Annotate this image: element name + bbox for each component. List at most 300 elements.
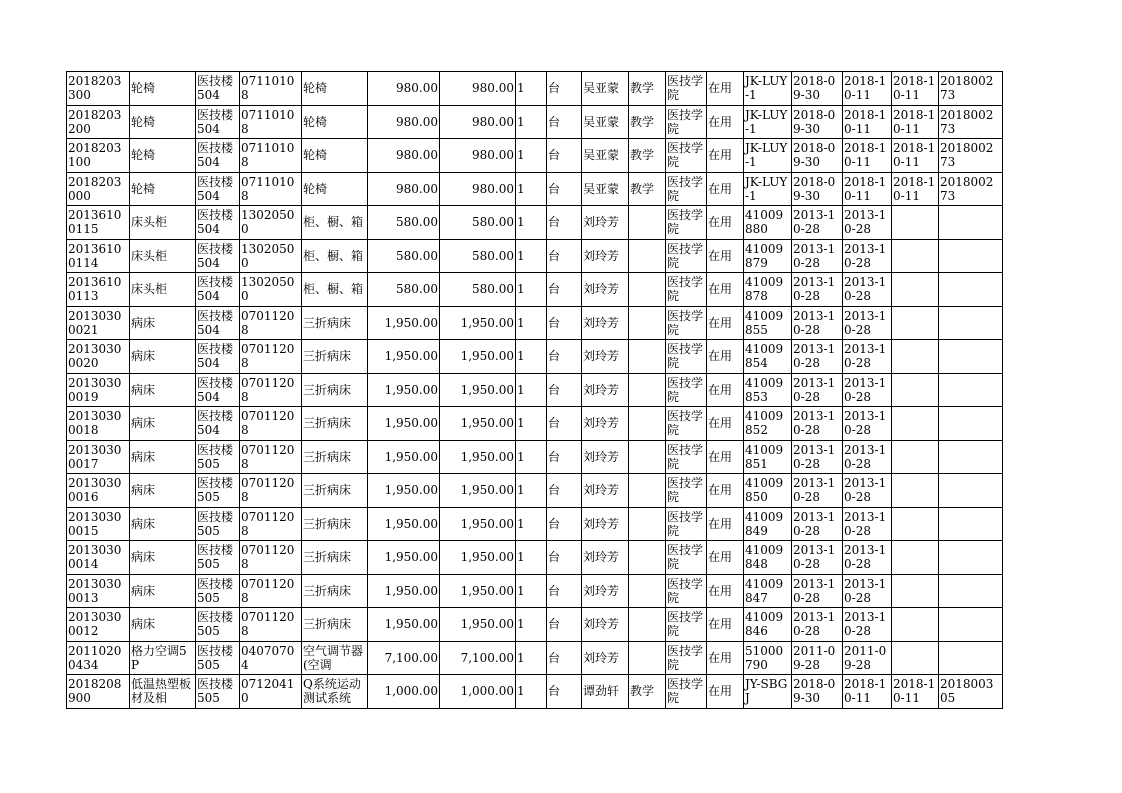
cell-accounting-date bbox=[892, 273, 939, 307]
cell-department: 医技学院 bbox=[666, 507, 707, 541]
cell-voucher-no bbox=[939, 641, 1003, 675]
cell-entry-date: 2018-10-11 bbox=[843, 675, 892, 709]
cell-amount: 1,950.00 bbox=[440, 574, 516, 608]
cell-accounting-date bbox=[892, 340, 939, 374]
cell-amount: 1,950.00 bbox=[440, 407, 516, 441]
cell-quantity: 1 bbox=[516, 239, 547, 273]
cell-asset-name: 床头柜 bbox=[130, 239, 196, 273]
cell-unit-price: 1,950.00 bbox=[368, 373, 440, 407]
cell-asset-name: 床头柜 bbox=[130, 206, 196, 240]
cell-purchase-date: 2013-10-28 bbox=[792, 574, 843, 608]
cell-asset-id: 20130300014 bbox=[67, 541, 130, 575]
cell-department: 医技学院 bbox=[666, 239, 707, 273]
cell-unit: 台 bbox=[547, 675, 582, 709]
cell-amount: 1,950.00 bbox=[440, 373, 516, 407]
cell-quantity: 1 bbox=[516, 340, 547, 374]
cell-category-name: 三折病床 bbox=[302, 541, 368, 575]
cell-department: 医技学院 bbox=[666, 172, 707, 206]
cell-unit-price: 1,950.00 bbox=[368, 574, 440, 608]
cell-asset-id: 20130300019 bbox=[67, 373, 130, 407]
cell-purchase-date: 2013-10-28 bbox=[792, 407, 843, 441]
cell-amount: 580.00 bbox=[440, 273, 516, 307]
cell-unit: 台 bbox=[547, 306, 582, 340]
cell-asset-id: 20130300021 bbox=[67, 306, 130, 340]
table-row bbox=[67, 641, 1003, 675]
cell-category-name: 轮椅 bbox=[302, 72, 368, 106]
cell-status: 在用 bbox=[707, 172, 744, 206]
cell-status: 在用 bbox=[707, 608, 744, 642]
cell-custodian: 吴亚蒙 bbox=[582, 139, 629, 173]
table-row bbox=[67, 541, 1003, 575]
cell-custodian: 刘玲芳 bbox=[582, 474, 629, 508]
cell-location: 医技楼504 bbox=[196, 105, 240, 139]
cell-amount: 980.00 bbox=[440, 72, 516, 106]
cell-entry-date: 2013-10-28 bbox=[843, 541, 892, 575]
cell-department: 医技学院 bbox=[666, 373, 707, 407]
cell-usage: 教学 bbox=[629, 105, 666, 139]
cell-category-name: 三折病床 bbox=[302, 373, 368, 407]
cell-status: 在用 bbox=[707, 541, 744, 575]
cell-purchase-date: 2013-10-28 bbox=[792, 474, 843, 508]
cell-asset-name: 病床 bbox=[130, 306, 196, 340]
cell-entry-date: 2018-10-11 bbox=[843, 105, 892, 139]
cell-quantity: 1 bbox=[516, 306, 547, 340]
cell-asset-id: 20136100113 bbox=[67, 273, 130, 307]
cell-location: 医技楼505 bbox=[196, 608, 240, 642]
cell-custodian: 谭劲轩 bbox=[582, 675, 629, 709]
cell-unit: 台 bbox=[547, 139, 582, 173]
cell-location: 医技楼505 bbox=[196, 474, 240, 508]
cell-status: 在用 bbox=[707, 641, 744, 675]
cell-entry-date: 2013-10-28 bbox=[843, 507, 892, 541]
cell-category-name: 三折病床 bbox=[302, 574, 368, 608]
cell-usage bbox=[629, 407, 666, 441]
cell-model: 41009879 bbox=[744, 239, 792, 273]
cell-unit-price: 7,100.00 bbox=[368, 641, 440, 675]
cell-quantity: 1 bbox=[516, 139, 547, 173]
cell-accounting-date: 2018-10-11 bbox=[892, 139, 939, 173]
table-row bbox=[67, 474, 1003, 508]
cell-unit-price: 1,000.00 bbox=[368, 675, 440, 709]
cell-unit: 台 bbox=[547, 340, 582, 374]
cell-purchase-date: 2011-09-28 bbox=[792, 641, 843, 675]
cell-amount: 580.00 bbox=[440, 206, 516, 240]
cell-unit: 台 bbox=[547, 273, 582, 307]
cell-category-code: 07120410 bbox=[240, 675, 302, 709]
cell-asset-id: 20130300016 bbox=[67, 474, 130, 508]
cell-voucher-no bbox=[939, 541, 1003, 575]
cell-department: 医技学院 bbox=[666, 306, 707, 340]
cell-unit-price: 980.00 bbox=[368, 105, 440, 139]
cell-department: 医技学院 bbox=[666, 72, 707, 106]
cell-amount: 1,950.00 bbox=[440, 340, 516, 374]
cell-entry-date: 2018-10-11 bbox=[843, 139, 892, 173]
cell-usage: 教学 bbox=[629, 139, 666, 173]
cell-location: 医技楼504 bbox=[196, 239, 240, 273]
cell-status: 在用 bbox=[707, 474, 744, 508]
cell-voucher-no bbox=[939, 306, 1003, 340]
cell-category-code: 07110108 bbox=[240, 139, 302, 173]
cell-custodian: 刘玲芳 bbox=[582, 206, 629, 240]
cell-unit: 台 bbox=[547, 105, 582, 139]
cell-purchase-date: 2013-10-28 bbox=[792, 273, 843, 307]
cell-voucher-no bbox=[939, 373, 1003, 407]
cell-location: 医技楼504 bbox=[196, 72, 240, 106]
cell-status: 在用 bbox=[707, 206, 744, 240]
cell-custodian: 刘玲芳 bbox=[582, 608, 629, 642]
cell-model: 41009851 bbox=[744, 440, 792, 474]
cell-custodian: 刘玲芳 bbox=[582, 407, 629, 441]
cell-asset-name: 格力空调5P bbox=[130, 641, 196, 675]
cell-model: 41009850 bbox=[744, 474, 792, 508]
cell-category-code: 04070704 bbox=[240, 641, 302, 675]
cell-department: 医技学院 bbox=[666, 407, 707, 441]
cell-voucher-no bbox=[939, 507, 1003, 541]
cell-amount: 1,000.00 bbox=[440, 675, 516, 709]
cell-amount: 1,950.00 bbox=[440, 474, 516, 508]
cell-entry-date: 2013-10-28 bbox=[843, 373, 892, 407]
cell-amount: 1,950.00 bbox=[440, 306, 516, 340]
cell-unit-price: 1,950.00 bbox=[368, 407, 440, 441]
cell-entry-date: 2013-10-28 bbox=[843, 608, 892, 642]
cell-location: 医技楼504 bbox=[196, 373, 240, 407]
cell-asset-name: 轮椅 bbox=[130, 139, 196, 173]
cell-unit: 台 bbox=[547, 507, 582, 541]
cell-purchase-date: 2013-10-28 bbox=[792, 373, 843, 407]
cell-asset-name: 轮椅 bbox=[130, 105, 196, 139]
cell-department: 医技学院 bbox=[666, 574, 707, 608]
cell-status: 在用 bbox=[707, 373, 744, 407]
cell-voucher-no: 201800273 bbox=[939, 105, 1003, 139]
cell-custodian: 吴亚蒙 bbox=[582, 105, 629, 139]
cell-model: JK-LUY-1 bbox=[744, 172, 792, 206]
cell-department: 医技学院 bbox=[666, 474, 707, 508]
cell-custodian: 吴亚蒙 bbox=[582, 72, 629, 106]
table-row bbox=[67, 172, 1003, 206]
cell-purchase-date: 2018-09-30 bbox=[792, 675, 843, 709]
cell-usage bbox=[629, 608, 666, 642]
cell-location: 医技楼505 bbox=[196, 440, 240, 474]
cell-entry-date: 2013-10-28 bbox=[843, 306, 892, 340]
cell-asset-id: 2018203200 bbox=[67, 105, 130, 139]
cell-unit-price: 580.00 bbox=[368, 206, 440, 240]
cell-amount: 980.00 bbox=[440, 105, 516, 139]
cell-category-code: 07011208 bbox=[240, 507, 302, 541]
table-row bbox=[67, 273, 1003, 307]
cell-model: 41009852 bbox=[744, 407, 792, 441]
cell-usage bbox=[629, 507, 666, 541]
cell-category-code: 07011208 bbox=[240, 373, 302, 407]
cell-location: 医技楼504 bbox=[196, 273, 240, 307]
cell-location: 医技楼504 bbox=[196, 206, 240, 240]
cell-purchase-date: 2013-10-28 bbox=[792, 440, 843, 474]
cell-usage bbox=[629, 641, 666, 675]
cell-asset-id: 20136100115 bbox=[67, 206, 130, 240]
table-row bbox=[67, 608, 1003, 642]
cell-unit: 台 bbox=[547, 608, 582, 642]
cell-accounting-date bbox=[892, 373, 939, 407]
cell-unit-price: 1,950.00 bbox=[368, 306, 440, 340]
cell-status: 在用 bbox=[707, 407, 744, 441]
cell-accounting-date: 2018-10-11 bbox=[892, 72, 939, 106]
cell-unit-price: 1,950.00 bbox=[368, 541, 440, 575]
cell-unit-price: 980.00 bbox=[368, 139, 440, 173]
cell-asset-id: 2018203000 bbox=[67, 172, 130, 206]
cell-quantity: 1 bbox=[516, 172, 547, 206]
cell-amount: 1,950.00 bbox=[440, 608, 516, 642]
cell-model: 41009848 bbox=[744, 541, 792, 575]
cell-custodian: 刘玲芳 bbox=[582, 507, 629, 541]
cell-usage bbox=[629, 206, 666, 240]
table-row bbox=[67, 373, 1003, 407]
cell-unit: 台 bbox=[547, 407, 582, 441]
cell-purchase-date: 2013-10-28 bbox=[792, 541, 843, 575]
table-row bbox=[67, 72, 1003, 106]
cell-status: 在用 bbox=[707, 507, 744, 541]
cell-asset-name: 病床 bbox=[130, 608, 196, 642]
cell-purchase-date: 2013-10-28 bbox=[792, 507, 843, 541]
cell-status: 在用 bbox=[707, 139, 744, 173]
cell-location: 医技楼505 bbox=[196, 574, 240, 608]
cell-amount: 1,950.00 bbox=[440, 440, 516, 474]
cell-accounting-date bbox=[892, 306, 939, 340]
cell-entry-date: 2013-10-28 bbox=[843, 474, 892, 508]
table-row bbox=[67, 206, 1003, 240]
cell-quantity: 1 bbox=[516, 440, 547, 474]
cell-department: 医技学院 bbox=[666, 440, 707, 474]
cell-entry-date: 2013-10-28 bbox=[843, 340, 892, 374]
cell-accounting-date: 2018-10-11 bbox=[892, 172, 939, 206]
cell-accounting-date bbox=[892, 239, 939, 273]
cell-voucher-no bbox=[939, 574, 1003, 608]
cell-location: 医技楼504 bbox=[196, 306, 240, 340]
cell-category-name: Q系统运动测试系统 bbox=[302, 675, 368, 709]
cell-asset-id: 20130300020 bbox=[67, 340, 130, 374]
cell-model: 41009880 bbox=[744, 206, 792, 240]
table-row bbox=[67, 306, 1003, 340]
cell-accounting-date bbox=[892, 608, 939, 642]
table-row bbox=[67, 507, 1003, 541]
cell-asset-name: 病床 bbox=[130, 373, 196, 407]
cell-custodian: 刘玲芳 bbox=[582, 373, 629, 407]
cell-department: 医技学院 bbox=[666, 641, 707, 675]
cell-unit: 台 bbox=[547, 239, 582, 273]
cell-quantity: 1 bbox=[516, 474, 547, 508]
cell-category-code: 07011208 bbox=[240, 608, 302, 642]
cell-asset-name: 病床 bbox=[130, 574, 196, 608]
cell-category-code: 07011208 bbox=[240, 574, 302, 608]
cell-asset-name: 病床 bbox=[130, 407, 196, 441]
cell-entry-date: 2011-09-28 bbox=[843, 641, 892, 675]
cell-category-name: 三折病床 bbox=[302, 474, 368, 508]
cell-category-code: 13020500 bbox=[240, 273, 302, 307]
cell-category-name: 轮椅 bbox=[302, 172, 368, 206]
cell-purchase-date: 2013-10-28 bbox=[792, 306, 843, 340]
cell-accounting-date bbox=[892, 574, 939, 608]
cell-department: 医技学院 bbox=[666, 340, 707, 374]
cell-category-code: 07011208 bbox=[240, 474, 302, 508]
cell-purchase-date: 2013-10-28 bbox=[792, 206, 843, 240]
cell-asset-id: 2018203300 bbox=[67, 72, 130, 106]
cell-purchase-date: 2018-09-30 bbox=[792, 172, 843, 206]
cell-entry-date: 2013-10-28 bbox=[843, 206, 892, 240]
cell-unit: 台 bbox=[547, 440, 582, 474]
cell-department: 医技学院 bbox=[666, 273, 707, 307]
cell-model: 51000790 bbox=[744, 641, 792, 675]
cell-model: 41009878 bbox=[744, 273, 792, 307]
cell-voucher-no bbox=[939, 340, 1003, 374]
cell-purchase-date: 2013-10-28 bbox=[792, 608, 843, 642]
cell-category-name: 三折病床 bbox=[302, 440, 368, 474]
cell-location: 医技楼505 bbox=[196, 541, 240, 575]
cell-usage bbox=[629, 574, 666, 608]
cell-category-name: 柜、橱、箱 bbox=[302, 206, 368, 240]
cell-unit: 台 bbox=[547, 172, 582, 206]
cell-quantity: 1 bbox=[516, 641, 547, 675]
cell-voucher-no bbox=[939, 239, 1003, 273]
cell-unit-price: 1,950.00 bbox=[368, 340, 440, 374]
cell-usage: 教学 bbox=[629, 172, 666, 206]
cell-model: 41009849 bbox=[744, 507, 792, 541]
cell-quantity: 1 bbox=[516, 273, 547, 307]
cell-purchase-date: 2013-10-28 bbox=[792, 340, 843, 374]
cell-unit: 台 bbox=[547, 641, 582, 675]
cell-usage bbox=[629, 306, 666, 340]
cell-status: 在用 bbox=[707, 306, 744, 340]
cell-status: 在用 bbox=[707, 72, 744, 106]
cell-asset-name: 病床 bbox=[130, 474, 196, 508]
cell-custodian: 刘玲芳 bbox=[582, 541, 629, 575]
cell-category-name: 三折病床 bbox=[302, 340, 368, 374]
cell-unit: 台 bbox=[547, 474, 582, 508]
cell-voucher-no bbox=[939, 273, 1003, 307]
cell-asset-name: 轮椅 bbox=[130, 172, 196, 206]
cell-unit-price: 1,950.00 bbox=[368, 507, 440, 541]
cell-custodian: 刘玲芳 bbox=[582, 340, 629, 374]
cell-usage bbox=[629, 239, 666, 273]
table-row bbox=[67, 407, 1003, 441]
cell-department: 医技学院 bbox=[666, 675, 707, 709]
cell-asset-name: 病床 bbox=[130, 507, 196, 541]
cell-location: 医技楼505 bbox=[196, 641, 240, 675]
cell-custodian: 刘玲芳 bbox=[582, 641, 629, 675]
cell-model: 41009854 bbox=[744, 340, 792, 374]
cell-accounting-date bbox=[892, 407, 939, 441]
cell-asset-name: 病床 bbox=[130, 541, 196, 575]
cell-status: 在用 bbox=[707, 440, 744, 474]
cell-accounting-date bbox=[892, 507, 939, 541]
cell-asset-id: 2018203100 bbox=[67, 139, 130, 173]
cell-category-code: 07011208 bbox=[240, 440, 302, 474]
cell-accounting-date: 2018-10-11 bbox=[892, 105, 939, 139]
cell-asset-id: 20130300018 bbox=[67, 407, 130, 441]
cell-accounting-date bbox=[892, 440, 939, 474]
cell-category-name: 三折病床 bbox=[302, 608, 368, 642]
cell-entry-date: 2013-10-28 bbox=[843, 239, 892, 273]
cell-asset-id: 20110200434 bbox=[67, 641, 130, 675]
cell-entry-date: 2013-10-28 bbox=[843, 273, 892, 307]
cell-entry-date: 2013-10-28 bbox=[843, 440, 892, 474]
cell-category-name: 空气调节器(空调 bbox=[302, 641, 368, 675]
cell-quantity: 1 bbox=[516, 105, 547, 139]
cell-usage bbox=[629, 340, 666, 374]
cell-quantity: 1 bbox=[516, 675, 547, 709]
cell-model: JY-SBGJ bbox=[744, 675, 792, 709]
cell-asset-name: 床头柜 bbox=[130, 273, 196, 307]
cell-status: 在用 bbox=[707, 340, 744, 374]
cell-category-code: 07110108 bbox=[240, 105, 302, 139]
cell-custodian: 刘玲芳 bbox=[582, 574, 629, 608]
cell-usage bbox=[629, 373, 666, 407]
cell-category-code: 07011208 bbox=[240, 340, 302, 374]
cell-purchase-date: 2018-09-30 bbox=[792, 72, 843, 106]
cell-quantity: 1 bbox=[516, 608, 547, 642]
cell-unit-price: 580.00 bbox=[368, 273, 440, 307]
cell-model: JK-LUY-1 bbox=[744, 105, 792, 139]
cell-asset-id: 20130300013 bbox=[67, 574, 130, 608]
cell-asset-name: 轮椅 bbox=[130, 72, 196, 106]
cell-model: 41009847 bbox=[744, 574, 792, 608]
asset-ledger-table bbox=[66, 71, 1003, 709]
table-row bbox=[67, 340, 1003, 374]
cell-usage bbox=[629, 273, 666, 307]
cell-department: 医技学院 bbox=[666, 541, 707, 575]
cell-unit: 台 bbox=[547, 72, 582, 106]
cell-asset-name: 病床 bbox=[130, 440, 196, 474]
table-body bbox=[67, 72, 1003, 709]
cell-unit-price: 1,950.00 bbox=[368, 440, 440, 474]
cell-custodian: 刘玲芳 bbox=[582, 273, 629, 307]
cell-model: JK-LUY-1 bbox=[744, 72, 792, 106]
cell-unit-price: 980.00 bbox=[368, 72, 440, 106]
cell-usage: 教学 bbox=[629, 675, 666, 709]
cell-category-name: 三折病床 bbox=[302, 507, 368, 541]
cell-amount: 980.00 bbox=[440, 139, 516, 173]
cell-unit-price: 580.00 bbox=[368, 239, 440, 273]
cell-usage bbox=[629, 440, 666, 474]
cell-usage bbox=[629, 541, 666, 575]
cell-entry-date: 2018-10-11 bbox=[843, 172, 892, 206]
cell-unit-price: 980.00 bbox=[368, 172, 440, 206]
cell-model: JK-LUY-1 bbox=[744, 139, 792, 173]
cell-quantity: 1 bbox=[516, 206, 547, 240]
table-row bbox=[67, 440, 1003, 474]
cell-department: 医技学院 bbox=[666, 206, 707, 240]
cell-accounting-date bbox=[892, 641, 939, 675]
cell-asset-id: 20130300012 bbox=[67, 608, 130, 642]
table-row bbox=[67, 139, 1003, 173]
cell-unit: 台 bbox=[547, 541, 582, 575]
cell-quantity: 1 bbox=[516, 507, 547, 541]
cell-asset-id: 2018208900 bbox=[67, 675, 130, 709]
cell-asset-id: 20130300015 bbox=[67, 507, 130, 541]
cell-voucher-no: 201800305 bbox=[939, 675, 1003, 709]
cell-status: 在用 bbox=[707, 273, 744, 307]
cell-asset-id: 20130300017 bbox=[67, 440, 130, 474]
cell-quantity: 1 bbox=[516, 407, 547, 441]
cell-model: 41009853 bbox=[744, 373, 792, 407]
cell-category-code: 07011208 bbox=[240, 541, 302, 575]
cell-voucher-no: 201800273 bbox=[939, 172, 1003, 206]
cell-quantity: 1 bbox=[516, 541, 547, 575]
cell-model: 41009846 bbox=[744, 608, 792, 642]
cell-amount: 1,950.00 bbox=[440, 507, 516, 541]
table-row bbox=[67, 675, 1003, 709]
cell-unit: 台 bbox=[547, 574, 582, 608]
cell-asset-id: 20136100114 bbox=[67, 239, 130, 273]
cell-category-code: 07110108 bbox=[240, 172, 302, 206]
cell-location: 医技楼504 bbox=[196, 407, 240, 441]
